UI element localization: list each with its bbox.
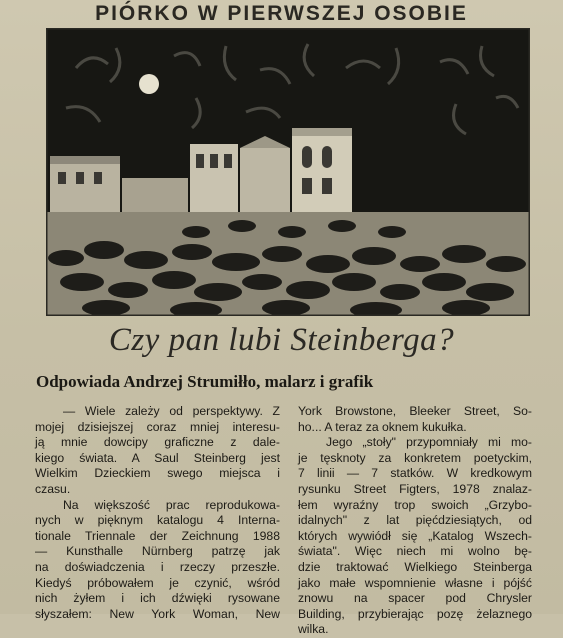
text-line: Jego „stoły" przypomniały mi mo-	[326, 435, 532, 450]
text-line: kiego świata. A Saul Steinberg jest	[35, 450, 280, 465]
text-line: 7 linii — 7 statków. W kredkowym	[298, 466, 532, 481]
moon-icon	[139, 74, 159, 94]
text-line: których wywiódł się „Katalog Wszech-	[298, 528, 532, 543]
article-right-column	[298, 404, 532, 638]
text-line: jako małe wspomnienie własne i pójść	[298, 575, 532, 590]
text-line: ho... A teraz za oknem kukułka.	[298, 419, 467, 434]
section-header: PIÓRKO W PIERWSZEJ OSOBIE	[95, 2, 468, 25]
night-town-illustration	[46, 28, 530, 316]
text-line: idalnych" z lat pięćdziesiątych, od	[298, 513, 532, 528]
text-line: świata". Więc niech mi wolno bę-	[298, 544, 532, 559]
night-town-crowd-illustration	[46, 28, 530, 316]
text-line: na doświadczenia i rzeczy przeszłe.	[35, 559, 280, 574]
text-line: rysunku Street Figters, 1978 znalaz-	[298, 481, 532, 496]
text-line: łem wyraźny trop swoich „Grzybo-	[298, 497, 532, 512]
text-line: nych w pięknym katalogu 4 Interna-	[35, 513, 280, 528]
text-line: York Browstone, Bleeker Street, So-	[298, 404, 532, 418]
text-line: Wielkim Dzieckiem swego miejsca i	[35, 466, 280, 481]
text-line: wilka.	[298, 622, 329, 637]
text-line: je tęsknoty za konkretem poetyckim,	[298, 450, 532, 465]
article-left-column	[35, 404, 280, 622]
article-title: Czy pan lubi Steinberga?	[108, 322, 455, 358]
text-line: Na większość prac reprodukowa-	[63, 497, 280, 512]
text-line: czasu.	[35, 481, 71, 496]
text-line: znowu na spacer pod Chrysler	[298, 591, 532, 606]
text-line: nich żyłem i ich dźwięki rysowane	[35, 591, 280, 606]
text-line: tionale Triennale der Zeichnung 1988	[35, 528, 280, 543]
text-line: — Kunsthalle Nürnberg patrzę jak	[35, 544, 280, 559]
text-line: dzie traktować Wielkiego Steinberga	[298, 559, 532, 574]
text-line: Building, przybierając pozę żelaznego	[298, 606, 532, 621]
text-line: Kiedyś próbowałem je czynić, wśród	[35, 575, 280, 590]
text-line: mojej dzisiejszej coraz mniej interesu-	[35, 419, 280, 434]
text-line: słyszałem: New York Woman, New	[35, 606, 280, 621]
text-line: — Wiele zależy od perspektywy. Z	[63, 404, 280, 418]
article-subtitle: Odpowiada Andrzej Strumiłło, malarz i grafik	[36, 372, 374, 391]
text-line: ją mnie dowcipy graficzne z dale-	[35, 435, 280, 450]
